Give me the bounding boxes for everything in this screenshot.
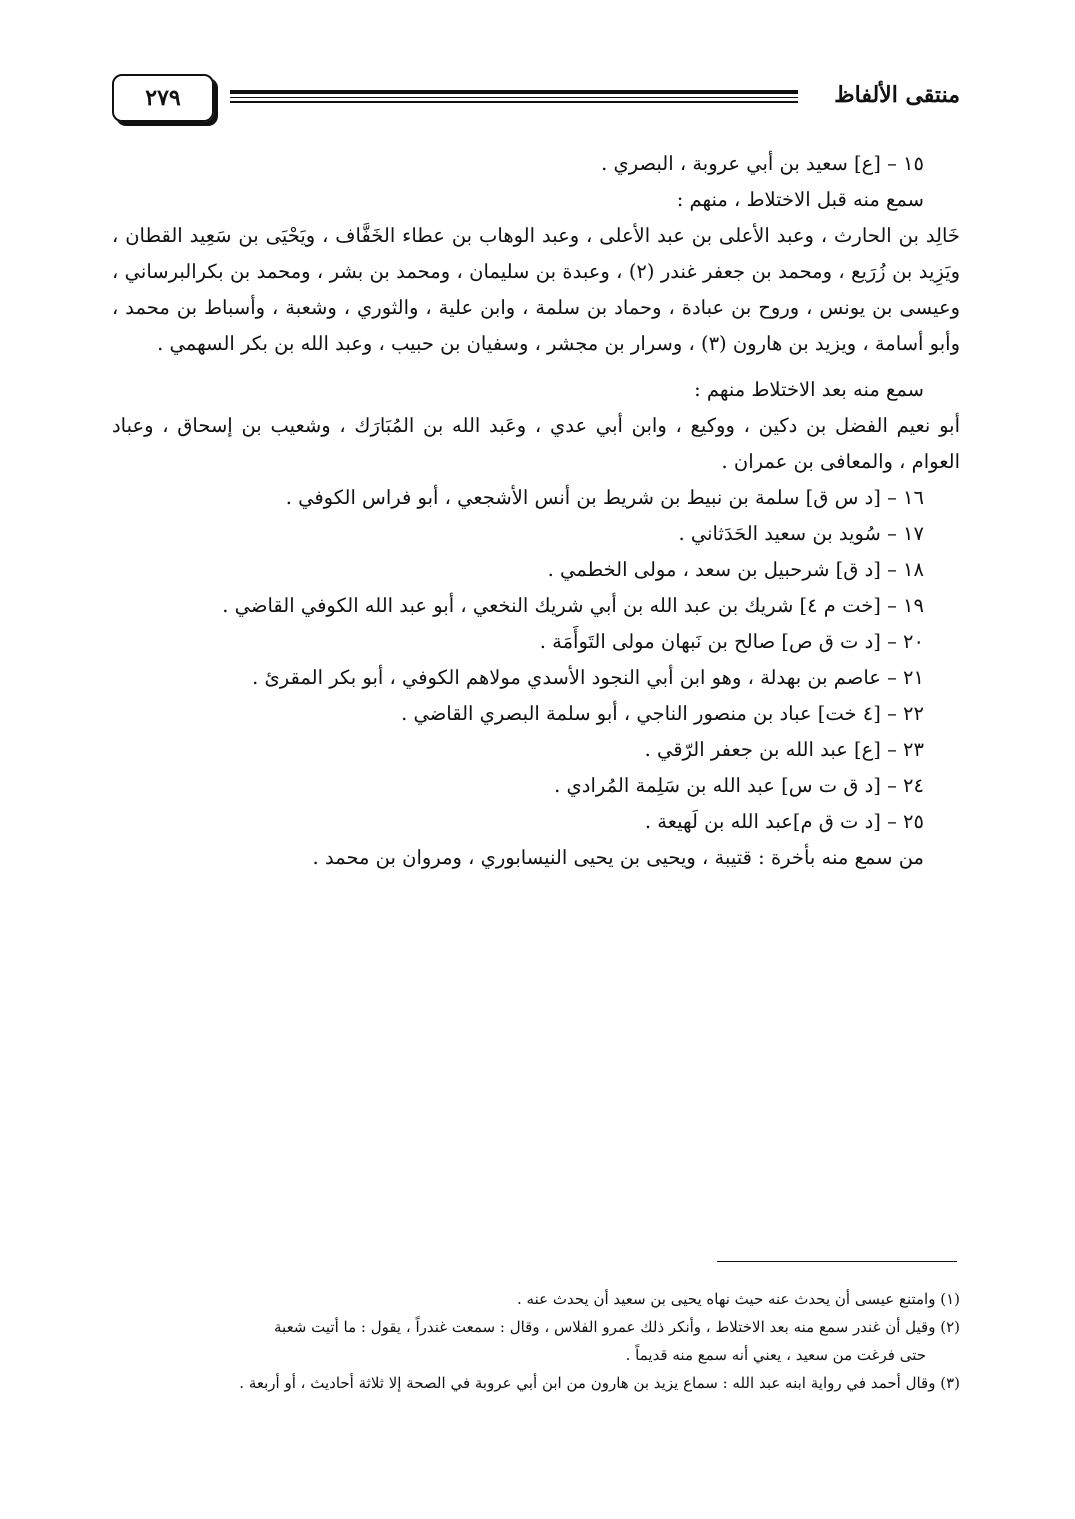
page-body	[112, 146, 960, 876]
book-title: منتقى الألفاظ	[834, 82, 960, 108]
before-mixing-heading: سمع منه قبل الاختلاط ، منهم :	[676, 188, 924, 211]
entry-21: ٢١ – عاصم بن بهدلة ، وهو ابن أبي النجود الأسدي مولاهم الكوفي ، أبو بكر المقرئ .	[252, 666, 924, 689]
entry-20: ٢٠ – [د ت ق ص] صالح بن نَبهان مولى التَوأَمَة .	[539, 630, 924, 653]
entry-23: ٢٣ – [ع] عبد الله بن جعفر الرّقي .	[644, 738, 924, 761]
late-listeners: من سمع منه بأخرة : قتيبة ، ويحيى بن يحيى النيسابوري ، ومروان بن محمد .	[312, 846, 924, 869]
footnote-separator	[717, 1261, 957, 1262]
entry-22: ٢٢ – [٤ خت] عباد بن منصور الناجي ، أبو سلمة البصري القاضي .	[401, 702, 924, 725]
footnotes	[112, 1285, 960, 1397]
page-number-box	[112, 74, 214, 122]
entry-16: ١٦ – [د س ق] سلمة بن نبيط بن شريط بن أنس الأشجعي ، أبو فراس الكوفي .	[285, 486, 924, 509]
entry-15: ١٥ – [ع] سعيد بن أبي عروبة ، البصري .	[601, 152, 924, 175]
entry-25: ٢٥ – [د ت ق م]عبد الله بن لَهيعة .	[644, 810, 924, 833]
entry-18: ١٨ – [د ق] شرحبيل بن سعد ، مولى الخطمي .	[547, 558, 924, 581]
before-mixing-narrators: خَالِد بن الحارث ، وعبد الأعلى بن عبد الأعلى ، وعبد الوهاب بن عطاء الخَفَّاف ، ويَحْيَى بن سَعِيد القطان ، ويَزِيد بن زُرَيع ، ومحمد بن جعفر غندر (٢) ، وعبدة بن سليمان ، ومحمد بن بشر ، ومحمد بن بكرالبرساني ، وعيسى بن يونس ، وروح بن عبادة ، وحماد بن سلمة ، وابن علية ، والثوري ، وشعبة ، وأسباط بن محمد ، وأبو أسامة ، ويزيد بن هارون (٣) ، وسرار بن مجشر ، وسفيان بن حبيب ، وعبد الله بن بكر السهمي .	[112, 224, 960, 355]
after-mixing-narrators: أبو نعيم الفضل بن دكين ، ووكيع ، وابن أبي عدي ، وعَبد الله بن المُبَارَك ، وشعيب بن إسحاق ، وعباد العوام ، والمعافى بن عمران .	[112, 414, 960, 473]
header-rule	[230, 90, 798, 103]
page-number: ٢٧٩	[145, 85, 181, 111]
entry-24: ٢٤ – [د ق ت س] عبد الله بن سَلِمة المُرادي .	[554, 774, 924, 797]
entry-19: ١٩ – [خت م ٤] شريك بن عبد الله بن أبي شريك النخعي ، أبو عبد الله الكوفي القاضي .	[222, 594, 924, 617]
entry-17: ١٧ – سُويد بن سعيد الحَدَثاني .	[678, 522, 924, 545]
footnote-2-continued: حتى فرغت من سعيد ، يعني أنه سمع منه قديماً .	[625, 1346, 926, 1364]
page-header	[112, 72, 960, 130]
footnote-2: (٢) وقيل أن غندر سمع منه بعد الاختلاط ، وأنكر ذلك عمرو الفلاس ، وقال : سمعت غندراً ، يقول : ما أتيت شعبة	[274, 1318, 960, 1336]
after-mixing-heading: سمع منه بعد الاختلاط منهم :	[694, 378, 924, 401]
footnote-1: (١) وامتنع عيسى أن يحدث عنه حيث نهاه يحيى بن سعيد أن يحدث عنه .	[517, 1290, 960, 1308]
footnote-3: (٣) وقال أحمد في رواية ابنه عبد الله : سماع يزيد بن هارون من ابن أبي عروبة في الصحة إلا ثلاثة أحاديث ، أو أربعة .	[239, 1374, 960, 1392]
